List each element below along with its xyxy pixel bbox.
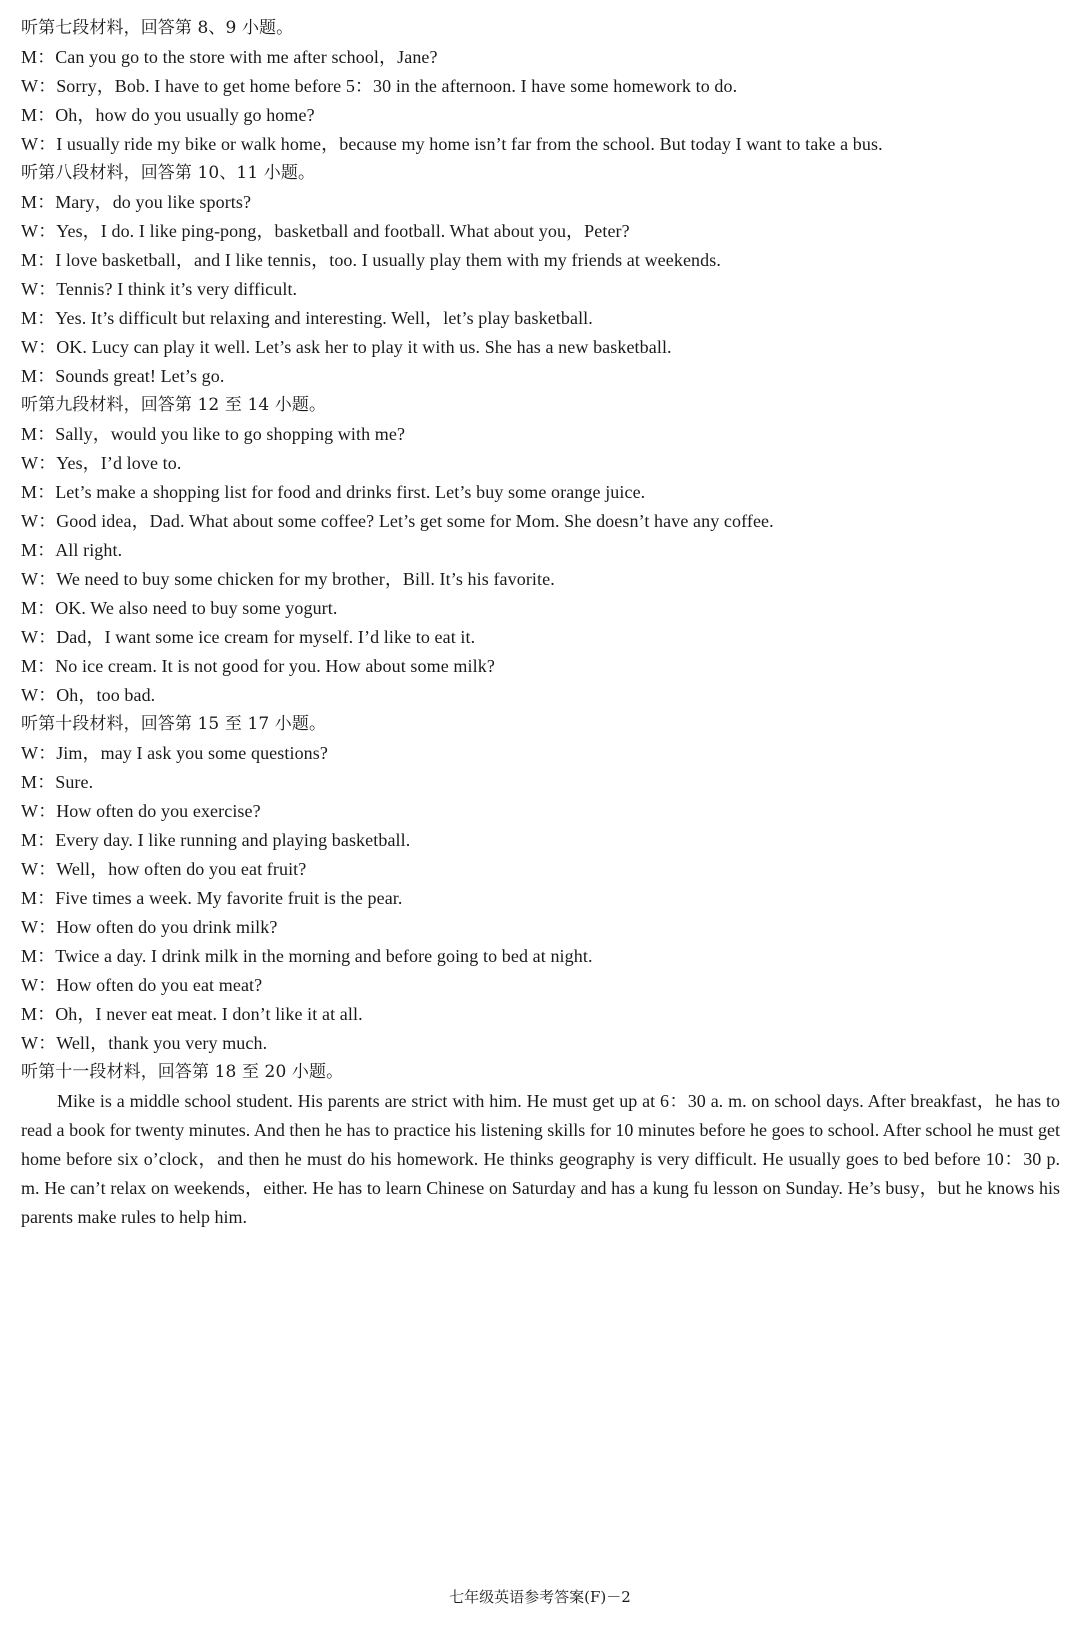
dialogue-line: M：OK. We also need to buy some yogurt. [21, 598, 338, 618]
dialogue-line: W：Good idea，Dad. What about some coffee? Let’s get some for Mom. She doesn’t have any coffee. [21, 511, 774, 531]
section-heading: 听第八段材料，回答第 10、11 小题。 [21, 163, 316, 183]
dialogue-line: W：How often do you eat meat? [21, 975, 263, 995]
dialogue-line: M：Every day. I like running and playing basketball. [21, 830, 411, 850]
dialogue-line: W：OK. Lucy can play it well. Let’s ask her to play it with us. She has a new basketball. [21, 337, 672, 357]
dialogue-line: M：Oh，how do you usually go home? [21, 105, 315, 125]
dialogue-line: W：Jim，may I ask you some questions? [21, 743, 328, 763]
dialogue-line: W：Dad，I want some ice cream for myself. I’d like to eat it. [21, 627, 476, 647]
dialogue-line: M：Mary，do you like sports? [21, 192, 252, 212]
dialogue-line: W：Yes，I’d love to. [21, 453, 182, 473]
dialogue-line: W：How often do you drink milk? [21, 917, 278, 937]
passage-paragraph: Mike is a middle school student. His parents are strict with him. He must get up at 6：30 a. m. on school days. After breakfast，he has to read a book for twenty minutes. And then he has to practice his listening skills for 10 minutes before he goes to school. After school he must get home before six o’clock，and then he must do his homework. He thinks geography is very difficult. He usually goes to bed before 10：30 p. m. He can’t relax on weekends，either. He has to learn Chinese on Saturday and has a kung fu lesson on Sunday. He’s busy，but he knows his parents make rules to help him. [21, 1091, 1060, 1227]
dialogue-line: M：Twice a day. I drink milk in the morning and before going to bed at night. [21, 946, 593, 966]
transcript-content [21, 14, 1061, 1232]
section-heading: 听第十一段材料，回答第 18 至 20 小题。 [21, 1062, 344, 1082]
dialogue-line: W：Well，how often do you eat fruit? [21, 859, 307, 879]
dialogue-line: W：Well，thank you very much. [21, 1033, 268, 1053]
dialogue-line: W：We need to buy some chicken for my brother，Bill. It’s his favorite. [21, 569, 555, 589]
dialogue-line: W：Tennis? I think it’s very difficult. [21, 279, 298, 299]
page-footer: 七年级英语参考答案(F)－2 [449, 1588, 631, 1606]
section-heading: 听第九段材料，回答第 12 至 14 小题。 [21, 395, 327, 415]
dialogue-line: M：Can you go to the store with me after school，Jane? [21, 47, 438, 67]
dialogue-line: M：No ice cream. It is not good for you. How about some milk? [21, 656, 495, 676]
dialogue-line: W：How often do you exercise? [21, 801, 261, 821]
dialogue-line: M：Five times a week. My favorite fruit is the pear. [21, 888, 403, 908]
dialogue-line: M：Let’s make a shopping list for food and drinks first. Let’s buy some orange juice. [21, 482, 646, 502]
dialogue-line: M：Oh，I never eat meat. I don’t like it at all. [21, 1004, 363, 1024]
dialogue-line: W：Yes，I do. I like ping-pong，basketball and football. What about you，Peter? [21, 221, 630, 241]
dialogue-line: M：Sally，would you like to go shopping with me? [21, 424, 406, 444]
dialogue-line: M：Sure. [21, 772, 94, 792]
dialogue-line: M：Sounds great! Let’s go. [21, 366, 225, 386]
section-heading: 听第七段材料，回答第 8、9 小题。 [21, 18, 294, 38]
dialogue-line: M：I love basketball，and I like tennis，too. I usually play them with my friends at weekends. [21, 250, 721, 270]
dialogue-line: W：I usually ride my bike or walk home，because my home isn’t far from the school. But today I want to take a bus. [21, 134, 883, 154]
dialogue-line: M：All right. [21, 540, 123, 560]
dialogue-line: W：Sorry，Bob. I have to get home before 5：30 in the afternoon. I have some homework to do. [21, 76, 738, 96]
dialogue-line: W：Oh，too bad. [21, 685, 156, 705]
dialogue-line: M：Yes. It’s difficult but relaxing and interesting. Well，let’s play basketball. [21, 308, 593, 328]
section-heading: 听第十段材料，回答第 15 至 17 小题。 [21, 714, 327, 734]
